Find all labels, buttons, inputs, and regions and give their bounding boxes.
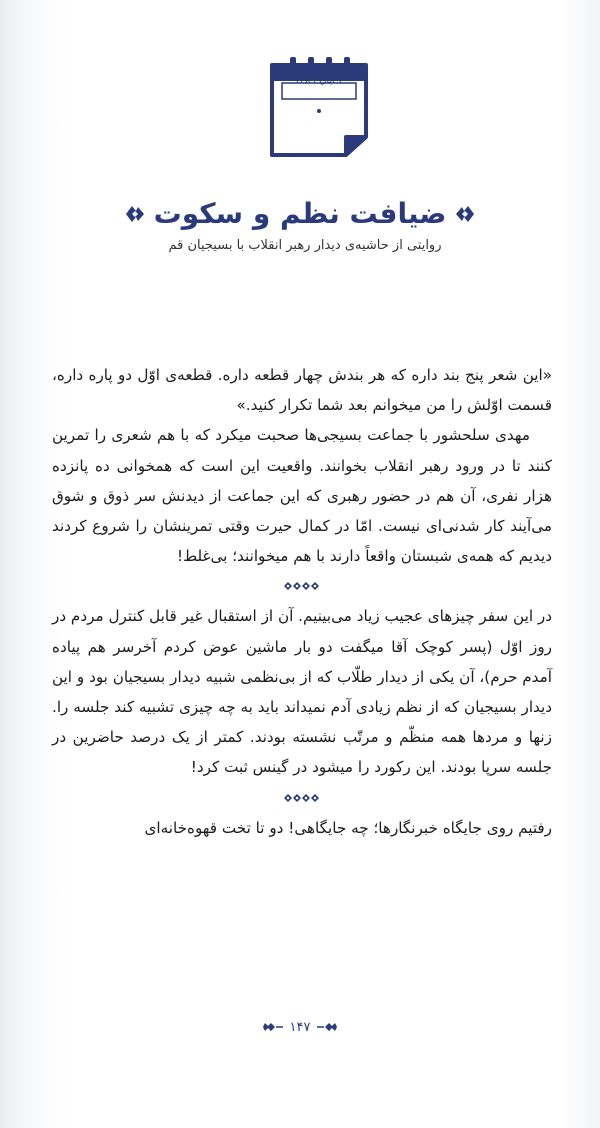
page-number: ۱۴۷ xyxy=(289,1019,311,1035)
page-number-footer xyxy=(240,1016,360,1038)
paragraph: رفتیم روی جایگاه خبرنگارها؛ چه جایگاهی! دو تا تخت قهوه‌خانه‌ای xyxy=(144,818,552,837)
paragraph: «این شعر پنج بند داره که هر بندش چهار قطعه داره. قطعه‌ی اوّل دو پاره داره، قسمت اوّلش را من میخوانم بعد شما تکرار کنید.» xyxy=(52,366,552,415)
ornament-icon xyxy=(124,203,146,225)
separator-ornament-icon xyxy=(282,792,322,804)
section-separator xyxy=(52,783,552,813)
body-text xyxy=(52,360,552,843)
paragraph: مهدی سلحشور با جماعت بسیجی‌ها صحبت میکرد که با هم شعری را تمرین کنند تا در ورود رهبر انقلاب بخوانند. واقعیت این است که همخوانی ده پانزده هزار نفری، آن هم در حضور رهبری که این جماعت از دیدنش سر ذوق و شوق می‌آیند کار شدنی‌ای نیست. امّا در کمال حیرت وقتی تمرینشان را شروع کردند دیدیم که همه‌ی شبستان واقعاً دارند با هم میخوانند؛ بی‌غلط! xyxy=(52,426,552,566)
page-subtitle: روایتی از حاشیه‌ی دیدار رهبر انقلاب با بسیجیان قم xyxy=(168,238,442,253)
page-title: ضیافت نظم و سکوت xyxy=(153,197,447,230)
calendar-icon xyxy=(268,55,370,159)
footer-ornament-icon xyxy=(316,1022,338,1032)
paragraph: در این سفر چیزهای عجیب زیاد می‌بینیم. آن از استقبال غیر قابل کنترل مردم در روز اوّل (پسر کوچک آقا میگفت دو بار ماشین عوض کردم آخرسر هم پیاده آمدم حرم)، آن یکی از دیدار طلّاب که از بی‌نظمی شبیه دیدار بسیجیان بود و این دیدار بسیجیان که از نظم زیادی آدم نمیداند باید به چه چیزی تشبیه کند جلسه را. زنها و مردها همه منظّم و مرتّب نشسته بودند. کمتر از یک درصد حاضرین در جلسه سرپا بودند. این رکورد را میشود در گینس ثبت کرد! xyxy=(52,607,552,777)
title-row xyxy=(120,192,480,236)
footer-ornament-icon xyxy=(262,1022,284,1032)
separator-ornament-icon xyxy=(282,580,322,592)
ornament-icon xyxy=(454,203,476,225)
calendar-date: ۲ آبان ۱۳۸۹ xyxy=(294,75,344,86)
section-separator xyxy=(52,571,552,601)
